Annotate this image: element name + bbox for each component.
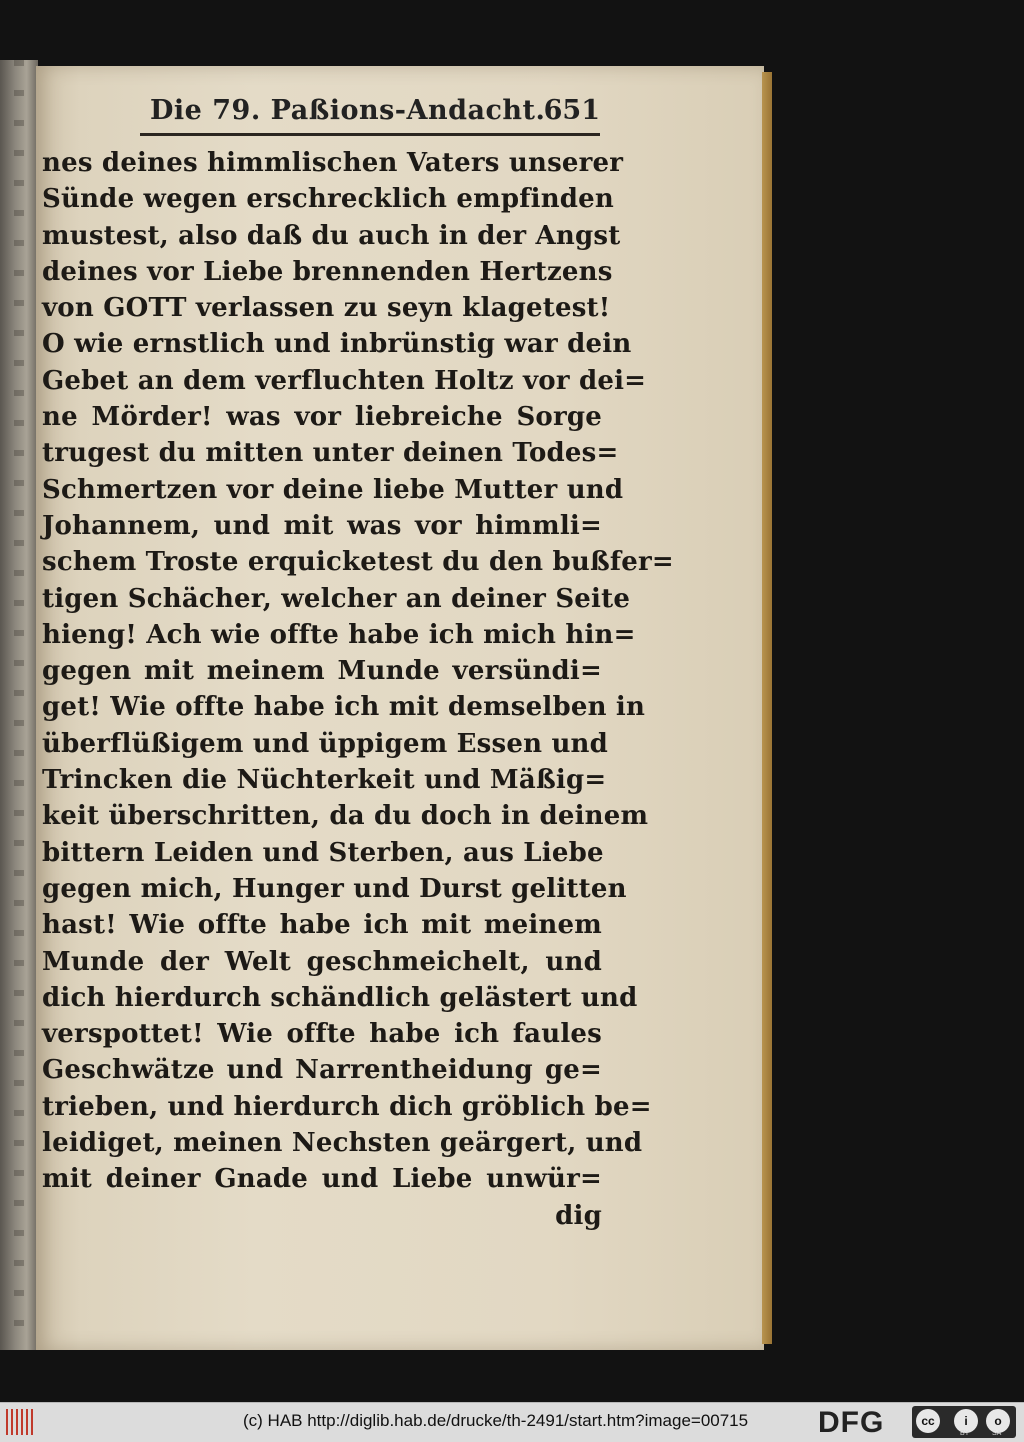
catchword: dig (555, 1200, 602, 1231)
text-line: dich hierdurch schändlich gelästert und (42, 982, 638, 1013)
footer-bar (0, 1402, 1024, 1442)
previous-page-edge (0, 60, 38, 1350)
text-line: trieben, und hierdurch dich gröblich be= (42, 1091, 652, 1122)
text-line: leidiget, meinen Nechsten geärgert, und (42, 1128, 643, 1159)
text-line: trugest du mitten unter deinen Todes= (42, 438, 619, 469)
text-line: Sünde wegen erschrecklich empfinden (42, 184, 615, 215)
text-line: gegen mit meinem Munde versündi= (42, 656, 602, 687)
text-line: hast! Wie offte habe ich mit meinem (42, 910, 602, 941)
cc-license-badge[interactable] (912, 1406, 1016, 1438)
text-line: mit deiner Gnade und Liebe unwür= (42, 1164, 602, 1195)
text-line: gegen mich, Hunger und Durst gelitten (42, 873, 627, 904)
page-gilt-edge (762, 72, 772, 1344)
text-line: Trincken die Nüchterkeit und Mäßig= (42, 765, 607, 796)
text-line: schem Troste erquicketest du den bußfer= (42, 547, 674, 578)
hab-logo-icon (6, 1409, 36, 1435)
share-alike-icon: o (986, 1409, 1010, 1433)
cc-by-label: BY (960, 1430, 970, 1437)
text-line: nes deines himmlischen Vaters unserer (42, 148, 624, 178)
cc-icon: cc (916, 1409, 940, 1433)
header-rule (140, 133, 600, 136)
copyright-link[interactable]: (c) HAB http://diglib.hab.de/drucke/th-2491/start.htm?image=00715 (243, 1411, 749, 1430)
text-line: ne Mörder! was vor liebreiche Sorge (42, 402, 602, 433)
text-line: verspottet! Wie offte habe ich faules (42, 1019, 602, 1050)
text-line: Geschwätze und Narrentheidung ge= (42, 1055, 602, 1086)
dfg-logo: DFG (818, 1406, 885, 1439)
text-line: tigen Schächer, welcher an deiner Seite (42, 583, 631, 614)
text-line: Gebet an dem verfluchten Holtz vor dei= (42, 365, 647, 396)
by-attribution-icon: i (954, 1409, 978, 1433)
text-line: bittern Leiden und Sterben, aus Liebe (42, 837, 604, 868)
text-line: Johannem, und mit was vor himmli= (42, 510, 602, 541)
text-line: von GOTT verlassen zu seyn klagetest! (42, 293, 611, 324)
text-line: überflüßigem und üppigem Essen und (42, 728, 609, 759)
text-line: hieng! Ach wie offte habe ich mich hin= (42, 619, 636, 650)
cc-sa-label: SA (992, 1430, 1002, 1437)
page-header (150, 95, 600, 135)
text-line: get! Wie offte habe ich mit demselben in (42, 692, 646, 723)
text-line: Schmertzen vor deine liebe Mutter und (42, 474, 624, 505)
body-text (42, 145, 674, 1234)
text-line: keit überschritten, da du doch in deinem (42, 801, 649, 832)
text-line: O wie ernstlich und inbrünstig war dein (42, 329, 632, 360)
text-line: deines vor Liebe brennenden Hertzens (42, 256, 613, 287)
running-head: Die 79. Paßions-Andacht. (150, 95, 546, 126)
page-number: 651 (543, 95, 600, 126)
text-line: mustest, also daß du auch in der Angst (42, 220, 621, 251)
text-line: Munde der Welt geschmeichelt, und (42, 946, 602, 977)
